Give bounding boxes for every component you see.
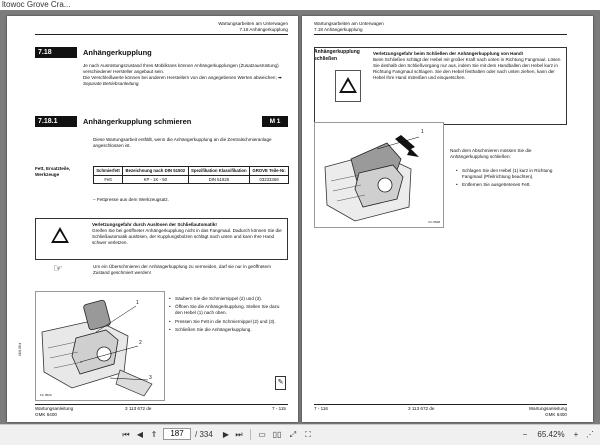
section-number: 7.18 <box>35 47 77 58</box>
callout-3: 3 <box>149 375 152 381</box>
warning-text: Greifen Sie bei geöffneter Anhängerkupplung nicht in das Fangmaul. Dadurch können Sie die Schließautomatik auslösen, der Kupplungsbolzen schlägt nach unten und kann Ihre Hand schwer verletzen. <box>92 227 282 245</box>
figure-code: FC 0529 <box>40 393 52 398</box>
page-number-input[interactable] <box>163 428 191 440</box>
zoom-in-icon: + <box>573 430 579 439</box>
page-header <box>218 21 288 32</box>
previous-page-button[interactable] <box>134 428 146 441</box>
page-116 <box>302 16 593 422</box>
footer-model: GMK 6400 <box>545 411 567 417</box>
table-header: GROVE Teile-Nr. <box>250 167 289 176</box>
header-section: 7.18 Anhängerkupplung <box>239 26 288 32</box>
first-page-button[interactable] <box>120 428 132 441</box>
table-header: Bezeichnung nach DIN 51502 <box>123 167 189 176</box>
tools-note: – Fettpresse aus dem Werkzeugsatz. <box>93 197 170 202</box>
footer-rule <box>35 404 288 405</box>
warning-box <box>314 47 567 125</box>
two-page-icon: ▯▯ <box>272 430 282 439</box>
table-header-row <box>94 167 289 176</box>
footer-doc-number: 3 113 672 de <box>408 406 435 411</box>
subsection-title: Anhängerkupplung schmieren <box>83 117 192 126</box>
intro-paragraph-2: Die Verschleißwerte können bei anderen Herstellern von den angegebenen Werten abweichen; <box>83 74 277 80</box>
zoom-in-button[interactable] <box>571 428 581 441</box>
footer-manual: Wartungsanleitung <box>528 406 567 411</box>
toolbar-separator <box>250 429 251 440</box>
footer-page-number: 7 - 116 <box>314 406 328 411</box>
table-cell: Fett <box>94 175 123 184</box>
step-item: • Entfernen Sie ausgetretenes Fett. <box>462 182 567 188</box>
environment-hand-icon: ☞ <box>53 263 63 275</box>
lubrication-steps <box>169 296 286 336</box>
intro-reference: Separate Betriebsanleitung. <box>83 80 140 86</box>
footer-manual: Wartungsanleitung <box>35 406 74 411</box>
footer-page-number: 7 - 115 <box>272 406 286 411</box>
table-header: Spezifikation Klassifikation <box>188 167 249 176</box>
footer-rule <box>314 404 567 405</box>
side-code: 16.6.06 d <box>18 342 22 356</box>
step-item: • Schlagen Sie den Hebel (1) kurz in Richtung Fangmaul (Pfeilrichtung beachten). <box>462 168 567 180</box>
subsection-heading <box>35 116 288 127</box>
step-item: • Schließen Sie die Anhängerkupplung. <box>175 327 286 333</box>
last-page-button[interactable] <box>233 428 245 441</box>
footer-doc-number: 3 113 672 de <box>125 406 152 411</box>
header-chapter: Wartungsarbeiten am Unterwagen <box>218 21 288 26</box>
callout-1: 1 <box>136 300 139 306</box>
last-page-icon: ⏭ <box>235 430 243 439</box>
scroll-up-icon: ⇑ <box>150 430 158 439</box>
resize-grip-icon[interactable]: ⋰ <box>586 430 594 439</box>
lubricant-table <box>93 166 289 184</box>
step-item: • Pressen Sie Fett in die Schmiernippel (2) und (3). <box>175 319 286 325</box>
single-page-icon: ▭ <box>258 430 266 439</box>
hand-warning-icon <box>335 70 361 102</box>
page-header <box>314 21 384 32</box>
warning-box <box>35 218 288 260</box>
zoom-out-icon: − <box>522 430 528 439</box>
overlubrication-note: Um ein Überschmieren der Anhängerkupplung zu vermeiden, darf sie nur in geöffnetem Zustand geschmiert werden! <box>93 264 271 275</box>
footer-left <box>35 406 73 417</box>
section-heading <box>35 47 288 58</box>
page-115 <box>7 16 298 422</box>
zoom-out-button[interactable] <box>520 428 530 441</box>
coupling-figure-right <box>314 122 444 228</box>
close-heading: Anhängerkupplung schließen <box>314 49 360 62</box>
intro-text <box>83 63 286 87</box>
fit-page-icon: ⤢ <box>289 430 297 439</box>
warning-text: Beim Schließen schlägt der Hebel mit großer Kraft nach unten in Richtung Fangmaul. Lösen Sie deshalb den Schließvorgang nur aus, indem Sie mit dem Handballen den Hebel kurz in Richtung Fangmaul schlagen. Sie den Hebel festhalten oder nach unten ziehen, kann der Hebel Ihre Hand mitreißen und einquetschen. <box>373 56 561 80</box>
table-cell: KP - 1K - 50 <box>123 175 189 184</box>
subsection-intro: Diese Wartungsarbeit entfällt, wenn die Anhängerkupplung an die Zentralschmieranlage angeschlossen ist. <box>93 137 272 148</box>
coupling-figure-left <box>35 291 165 401</box>
coupling-close-drawing <box>315 123 443 227</box>
after-lubrication-text: Nach dem Abschmieren müssen Sie die Anhängerkupplung schließen: <box>450 148 532 159</box>
table-row <box>94 175 289 184</box>
first-page-icon: ⏮ <box>122 430 130 439</box>
closing-steps <box>456 168 567 191</box>
previous-page-icon: ◀ <box>136 430 144 439</box>
section-title: Anhängerkupplung <box>83 48 152 57</box>
warning-triangle-icon <box>51 227 69 243</box>
coupling-drawing <box>36 292 164 400</box>
table-header: Schmierfett <box>94 167 123 176</box>
step-item: • Säubern Sie die Schmiernippel (2) und (3). <box>175 296 286 302</box>
table-cell: 03233369 <box>250 175 289 184</box>
reference-arrow-icon: ➡ <box>278 74 282 80</box>
step-item: • Öffnen Sie die Anhängerkupplung. Stellen Sie dazu den Hebel (1) nach oben. <box>175 304 286 316</box>
warning-title: Verletzungsgefahr beim Schließen der Anhängerkupplung von Hand! <box>373 51 524 56</box>
fullscreen-button[interactable] <box>302 428 314 441</box>
table-cell: DIN 51825 <box>188 175 249 184</box>
window-title: ltowoc Grove Cra... <box>0 0 600 10</box>
subsection-number: 7.18.1 <box>35 116 77 127</box>
viewer-toolbar <box>0 424 600 445</box>
warning-title: Verletzungsgefahr durch Auslösen der Schließautomatik! <box>92 222 217 227</box>
callout-2: 2 <box>139 340 142 346</box>
header-section: 7.18 Anhängerkupplung <box>314 26 363 32</box>
scroll-up-button[interactable] <box>148 428 160 441</box>
fullscreen-icon: ⛶ <box>305 430 311 439</box>
document-edit-icon: ✎ <box>275 376 286 390</box>
fit-page-button[interactable] <box>287 428 299 441</box>
total-pages: / 334 <box>195 430 213 439</box>
two-page-view-button[interactable] <box>270 428 284 441</box>
footer-right <box>529 406 567 417</box>
tools-label: Fett, Ersatzteile, Werkzeuge <box>35 166 71 177</box>
callout-1: 1 <box>421 129 424 135</box>
zoom-level[interactable]: 65.42% <box>537 430 565 439</box>
footer-model: GMK 6400 <box>35 411 57 417</box>
intro-paragraph-1: Je nach Ausrüstungszustand Ihres Mobilkrans können Anhängerkupplungen (Zusatzausrüstung) verschiedener Hersteller angebaut sein. <box>83 63 279 74</box>
maintenance-interval-tag: M 1 <box>262 116 288 127</box>
next-page-icon: ▶ <box>222 430 230 439</box>
warning-triangle-icon <box>339 77 357 93</box>
document-viewer[interactable] <box>0 10 600 424</box>
next-page-button[interactable] <box>220 428 232 441</box>
single-page-view-button[interactable] <box>256 428 268 441</box>
header-rule <box>35 34 288 35</box>
header-chapter: Wartungsarbeiten am Unterwagen <box>314 21 384 26</box>
header-rule <box>314 34 567 35</box>
figure-code: FC 0528 <box>428 220 440 225</box>
